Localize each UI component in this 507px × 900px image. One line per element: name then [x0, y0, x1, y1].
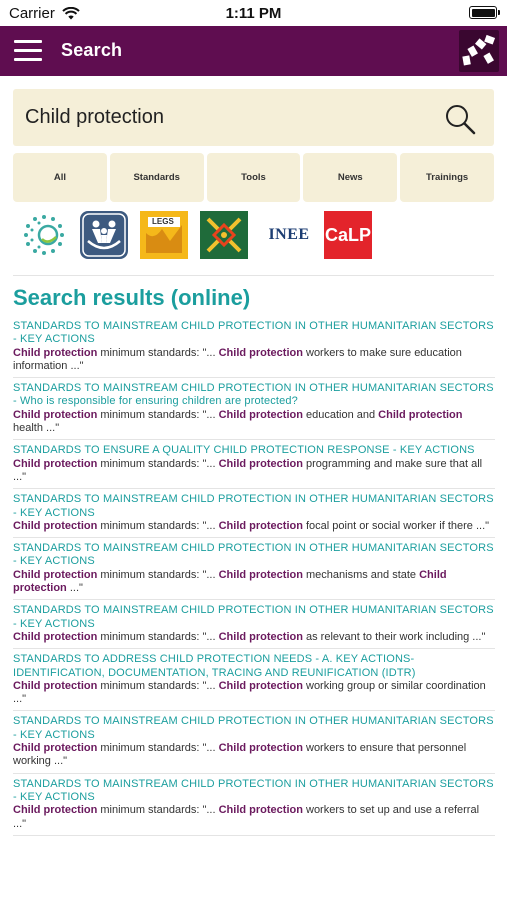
result-title[interactable]: STANDARDS TO MAINSTREAM CHILD PROTECTION IN OTHER HUMANITARIAN SECTORS - KEY ACTIONS	[13, 542, 494, 568]
result-snippet: Child protection minimum standards: "... Child protection programming and make sure that all ..."	[13, 457, 483, 483]
legs-logo-text: LEGS	[152, 217, 174, 226]
app-logo-icon[interactable]	[459, 30, 499, 72]
result-title[interactable]: STANDARDS TO MAINSTREAM CHILD PROTECTION IN OTHER HUMANITARIAN SECTORS - KEY ACTIONS	[13, 604, 494, 630]
tab-trainings[interactable]: Trainings	[400, 153, 494, 202]
result-snippet: Child protection minimum standards: "... Child protection mechanisms and state Child protection ..."	[13, 568, 447, 595]
calp-logo-text: CaLP	[324, 224, 371, 245]
result-snippet: Child protection minimum standards: "... Child protection education and Child protection health ..."	[13, 408, 463, 435]
legs-logo-icon[interactable]	[140, 211, 188, 259]
result-snippet: Child protection minimum standards: "... Child protection workers to ensure that personnel working ..."	[13, 742, 467, 768]
hamburger-icon[interactable]	[14, 39, 42, 63]
divider	[13, 275, 494, 276]
battery-icon	[469, 6, 497, 19]
sphere-logo-icon[interactable]	[20, 211, 68, 259]
results-list	[13, 320, 495, 840]
page-title: Search	[61, 40, 123, 60]
results-heading: Search results (online)	[13, 285, 251, 310]
list-item[interactable]	[13, 604, 495, 649]
search-bar	[13, 89, 494, 146]
list-item[interactable]	[13, 715, 495, 773]
result-title[interactable]: STANDARDS TO MAINSTREAM CHILD PROTECTION IN OTHER HUMANITARIAN SECTORS - KEY ACTIONS	[13, 715, 494, 741]
result-title[interactable]: STANDARDS TO ENSURE A QUALITY CHILD PROTECTION RESPONSE - KEY ACTIONS	[13, 444, 475, 457]
list-item[interactable]	[13, 320, 495, 378]
result-title[interactable]: STANDARDS TO MAINSTREAM CHILD PROTECTION IN OTHER HUMANITARIAN SECTORS - KEY ACTIONS	[13, 493, 494, 519]
tab-news[interactable]: News	[303, 153, 397, 202]
filter-tabs	[13, 153, 494, 202]
list-item[interactable]	[13, 444, 495, 489]
status-time: 1:11 PM	[225, 5, 282, 22]
carrier-label: Carrier	[9, 5, 55, 22]
result-snippet: Child protection minimum standards: "... Child protection working group or similar coordination ..."	[13, 679, 486, 706]
list-item[interactable]	[13, 778, 495, 836]
result-snippet: Child protection minimum standards: "... Child protection workers to make sure education information ..."	[13, 346, 462, 372]
result-snippet: Child protection minimum standards: "... Child protection as relevant to their work including ..."	[13, 630, 486, 643]
search-input[interactable]	[25, 104, 425, 130]
result-snippet: Child protection minimum standards: "... Child protection focal point or social worker if there ..."	[13, 519, 490, 532]
inee-logo-icon[interactable]	[260, 211, 318, 259]
list-item[interactable]	[13, 382, 495, 440]
result-title[interactable]: STANDARDS TO MAINSTREAM CHILD PROTECTION IN OTHER HUMANITARIAN SECTORS - KEY ACTIONS	[13, 777, 494, 803]
status-bar	[0, 0, 507, 26]
list-item[interactable]	[13, 542, 495, 600]
calp-logo-icon[interactable]	[324, 211, 372, 259]
tab-tools[interactable]: Tools	[207, 153, 301, 202]
top-navbar	[0, 26, 507, 76]
result-title[interactable]: STANDARDS TO ADDRESS CHILD PROTECTION NEEDS - A. KEY ACTIONS- IDENTIFICATION, DOCUMENTATION, TRACING AND REUNIFICATION (IDTR)	[13, 653, 416, 679]
list-item[interactable]	[13, 653, 495, 711]
partner-logos	[18, 209, 488, 261]
result-title[interactable]: STANDARDS TO MAINSTREAM CHILD PROTECTION IN OTHER HUMANITARIAN SECTORS - KEY ACTIONS	[13, 320, 494, 346]
list-item[interactable]	[13, 493, 495, 538]
tab-all[interactable]: All	[13, 153, 107, 202]
inee-logo-text: INEE	[268, 226, 310, 243]
search-icon[interactable]	[444, 103, 476, 135]
child-protection-logo-icon[interactable]	[80, 211, 128, 259]
result-snippet: Child protection minimum standards: "... Child protection workers to set up and use a referral ..."	[13, 804, 480, 830]
result-title[interactable]: STANDARDS TO MAINSTREAM CHILD PROTECTION IN OTHER HUMANITARIAN SECTORS - Who is responsible for ensuring children are protected?	[13, 382, 494, 408]
tab-standards[interactable]: Standards	[110, 153, 204, 202]
seep-logo-icon[interactable]	[200, 211, 248, 259]
